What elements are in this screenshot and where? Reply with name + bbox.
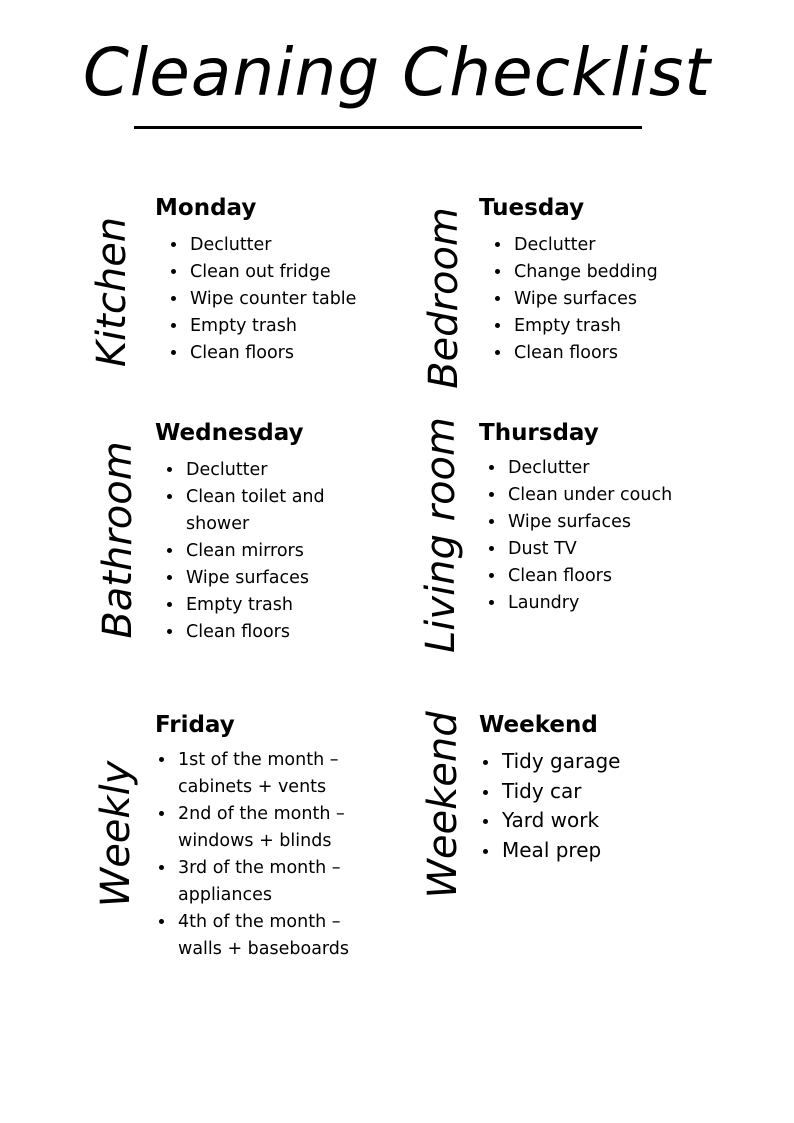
list-item: • Tidy garage <box>500 747 740 777</box>
list-item: • Empty trash <box>188 313 408 340</box>
area-label-bedroom: Bedroom <box>421 207 467 389</box>
list-item: • Change bedding <box>512 259 732 286</box>
task-list-friday <box>154 747 376 963</box>
list-item: • Clean floors <box>506 563 746 590</box>
list-item: • Clean under couch <box>506 482 746 509</box>
list-item: • Clean floors <box>188 340 408 367</box>
day-heading-friday: Friday <box>155 712 235 738</box>
list-item: • Clean toilet and shower <box>184 484 374 538</box>
list-item: • Declutter <box>188 232 408 259</box>
task-list-monday <box>166 232 408 367</box>
list-item: • 4th of the month – walls + baseboards <box>176 909 376 963</box>
list-item: • Tidy car <box>500 777 740 807</box>
list-item: • 3rd of the month – appliances <box>176 855 376 909</box>
area-label-kitchen: Kitchen <box>89 216 135 368</box>
list-item: • Empty trash <box>184 592 374 619</box>
task-list-wednesday <box>162 457 374 646</box>
list-item: • Dust TV <box>506 536 746 563</box>
list-item: • Empty trash <box>512 313 732 340</box>
day-heading-wednesday: Wednesday <box>155 420 304 446</box>
area-label-living-room: Living room <box>418 417 464 653</box>
task-list-thursday <box>484 455 746 617</box>
list-item: • Wipe surfaces <box>184 565 374 592</box>
day-heading-weekend: Weekend <box>479 712 598 738</box>
list-item: • Clean floors <box>512 340 732 367</box>
list-item: • Declutter <box>506 455 746 482</box>
list-item: • Yard work <box>500 806 740 836</box>
list-item: • Meal prep <box>500 836 740 866</box>
list-item: • Declutter <box>512 232 732 259</box>
day-heading-thursday: Thursday <box>479 420 599 446</box>
task-list-tuesday <box>490 232 732 367</box>
list-item: • Wipe surfaces <box>506 509 746 536</box>
area-label-bathroom: Bathroom <box>95 441 141 639</box>
page-title: Cleaning Checklist <box>82 34 712 111</box>
list-item: • 1st of the month – cabinets + vents <box>176 747 376 801</box>
list-item: • Declutter <box>184 457 374 484</box>
area-label-weekend: Weekend <box>420 711 466 899</box>
list-item: • Laundry <box>506 590 746 617</box>
day-heading-tuesday: Tuesday <box>479 195 585 221</box>
list-item: • Wipe surfaces <box>512 286 732 313</box>
list-item: • Clean out fridge <box>188 259 408 286</box>
list-item: • 2nd of the month – windows + blinds <box>176 801 376 855</box>
task-list-weekend <box>478 747 740 865</box>
day-heading-monday: Monday <box>155 195 257 221</box>
title-underline <box>134 126 642 129</box>
area-label-weekly: Weekly <box>93 760 139 908</box>
list-item: • Wipe counter table <box>188 286 408 313</box>
list-item: • Clean mirrors <box>184 538 374 565</box>
list-item: • Clean floors <box>184 619 374 646</box>
